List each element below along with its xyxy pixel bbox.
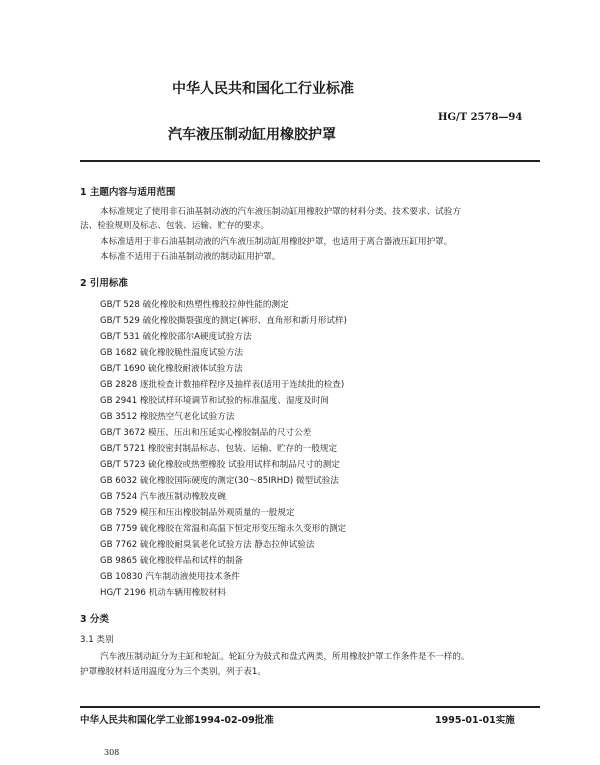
reference-item: GB/T 1690 硫化橡胶耐液体试验方法	[100, 364, 243, 374]
reference-item: GB 7529 模压和压出橡胶制品外观质量的一般规定	[100, 508, 295, 518]
standard-code: HG/T 2578—94	[438, 112, 523, 123]
section-3-heading: 3 分类	[80, 614, 109, 625]
section-3-1-paragraph-line-2: 护罩橡胶材料适用温度分为三个类别，列于表1。	[80, 667, 266, 677]
issuing-body-heading: 中华人民共和国化工行业标准	[172, 81, 354, 97]
implementation-date: 1995-01-01实施	[435, 715, 515, 726]
header-divider	[80, 160, 540, 162]
reference-item: GB 2828 逐批检查计数抽样程序及抽样表(适用于连续批的检查)	[100, 380, 345, 390]
reference-item: GB 3512 橡胶热空气老化试验方法	[100, 412, 235, 422]
reference-item: GB/T 5721 橡胶密封制品标志、包装、运输、贮存的一般规定	[100, 444, 338, 454]
reference-item: GB 1682 硫化橡胶脆性温度试验方法	[100, 348, 244, 358]
reference-item: GB/T 3672 模压、压出和压延实心橡胶制品的尺寸公差	[100, 428, 312, 438]
reference-item: GB 9865 硫化橡胶样品和试样的制备	[100, 556, 244, 566]
reference-item: GB/T 531 硫化橡胶邵尔A硬度试验方法	[100, 332, 252, 342]
section-1-paragraph-1-line-1: 本标准规定了使用非石油基制动液的汽车液压制动缸用橡胶护罩的材料分类、技术要求、试验方	[100, 207, 461, 217]
page-number: 308	[104, 748, 120, 757]
reference-item: GB 10830 汽车制动液使用技术条件	[100, 572, 240, 582]
section-1-paragraph-1-line-2: 法、检验规则及标志、包装、运输、贮存的要求。	[80, 221, 270, 231]
reference-item: GB 7524 汽车液压制动橡胶皮碗	[100, 492, 226, 502]
reference-item: GB 6032 硫化橡胶国际硬度的测定(30～85IRHD) 微型试验法	[100, 476, 339, 486]
section-2-heading: 2 引用标准	[80, 278, 128, 289]
section-1-paragraph-2: 本标准适用于非石油基制动液的汽车液压制动缸用橡胶护罩，也适用于离合器液压缸用护罩。	[100, 237, 453, 247]
approval-line: 中华人民共和国化学工业部1994-02-09批准	[80, 715, 274, 726]
document-title: 汽车液压制动缸用橡胶护罩	[168, 127, 336, 143]
section-1-heading: 1 主题内容与适用范围	[80, 187, 176, 198]
footer-divider	[80, 706, 540, 708]
section-1-paragraph-3: 本标准不适用于石油基制动液的制动缸用护罩。	[100, 252, 281, 262]
reference-item: HG/T 2196 机动车辆用橡胶材料	[100, 588, 226, 598]
reference-item: GB 7762 硫化橡胶耐臭氧老化试验方法 静态拉伸试验法	[100, 540, 315, 550]
reference-item: GB/T 529 硫化橡胶撕裂强度的测定(裤形、直角形和新月形试样)	[100, 316, 347, 326]
reference-item: GB 2941 橡胶试样环境调节和试验的标准温度、湿度及时间	[100, 396, 329, 406]
section-3-1-heading: 3.1 类别	[80, 635, 114, 645]
reference-item: GB 7759 硫化橡胶在常温和高温下恒定形变压缩永久变形的测定	[100, 524, 347, 534]
reference-item: GB/T 528 硫化橡胶和热塑性橡胶拉伸性能的测定	[100, 300, 289, 310]
section-3-1-paragraph-line-1: 汽车液压制动缸分为主缸和轮缸。轮缸分为鼓式和盘式两类，所用橡胶护罩工作条件是不一样的。	[100, 652, 470, 662]
reference-item: GB/T 5723 硫化橡胶或热塑橡胶 试验用试样和制品尺寸的测定	[100, 460, 340, 470]
